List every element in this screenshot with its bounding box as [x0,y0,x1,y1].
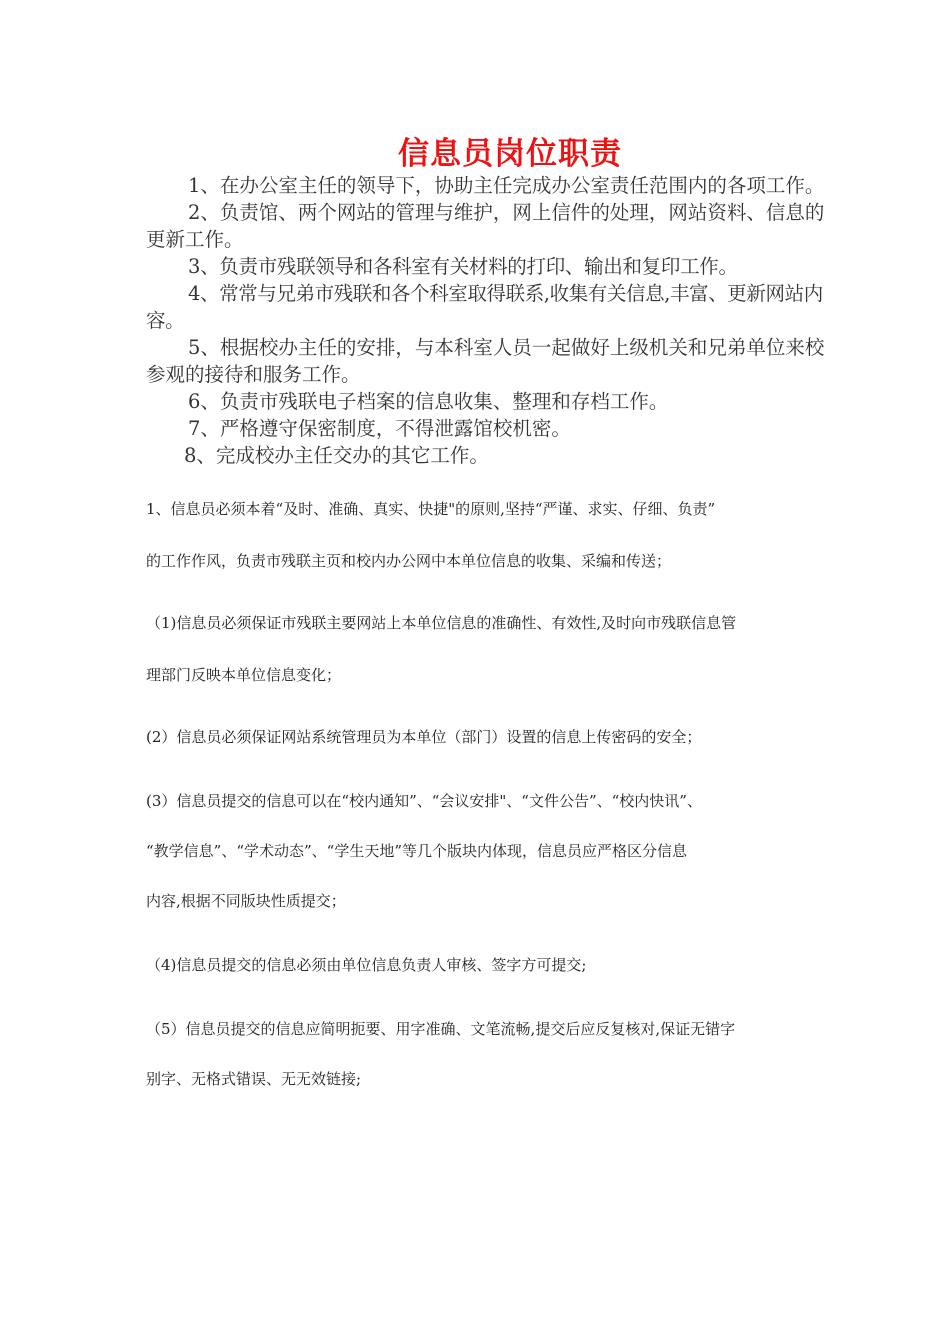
duty-item: 4、常常与兄弟市残联和各个科室取得联系,收集有关信息,丰富、更新网站内容。 [146,282,823,332]
duty-item: 3、负责市残联领导和各科室有关材料的打印、输出和复印工作。 [188,255,738,278]
note-line: (3）信息员提交的信息可以在“校内通知”、“会议安排"、“文件公告”、“校内快讯”、 [146,792,702,810]
duty-item: 2、负责馆、两个网站的管理与维护，网上信件的处理，网站资料、信息的更新工作。 [146,201,825,251]
note-line: 的工作作风，负责市残联主页和校内办公网中本单位信息的收集、采编和传送； [146,552,672,570]
note-line: （1)信息员必须保证市残联主要网站上本单位信息的准确性、有效性,及时向市残联信息管 [146,614,737,632]
duty-item: 7、严格遵守保密制度，不得泄露馆校机密。 [188,417,571,440]
duty-item: 5、根据校办主任的安排，与本科室人员一起做好上级机关和兄弟单位来校参观的接待和服务工作。 [146,336,825,386]
note-line: (2）信息员必须保证网站系统管理员为本单位（部门）设置的信息上传密码的安全； [146,728,702,746]
duty-item: 6、负责市残联电子档案的信息收集、整理和存档工作。 [188,390,669,413]
note-line: 理部门反映本单位信息变化； [146,666,342,684]
note-line: 别字、无格式错误、无无效链接; [146,1070,362,1088]
note-line: （4)信息员提交的信息必须由单位信息负责人审核、签字方可提交; [146,956,587,974]
duties-list [146,172,826,469]
duty-item: 1、在办公室主任的领导下，协助主任完成办公室责任范围内的各项工作。 [188,174,825,197]
duty-item: 8、完成校办主任交办的其它工作。 [184,444,489,467]
note-line: （5）信息员提交的信息应简明扼要、用字准确、文笔流畅,提交后应反复核对,保证无错字 [146,1020,736,1038]
note-line: 1、信息员必须本着“及时、准确、真实、快捷"的原则,坚持“严谨、求实、仔细、负责” [146,500,716,518]
note-line: “教学信息”、“学术动态”、“学生天地”等几个版块内体现，信息员应严格区分信息 [146,842,688,860]
note-line: 内容,根据不同版块性质提交； [146,892,346,910]
page-title: 信息员岗位职责 [398,136,622,172]
